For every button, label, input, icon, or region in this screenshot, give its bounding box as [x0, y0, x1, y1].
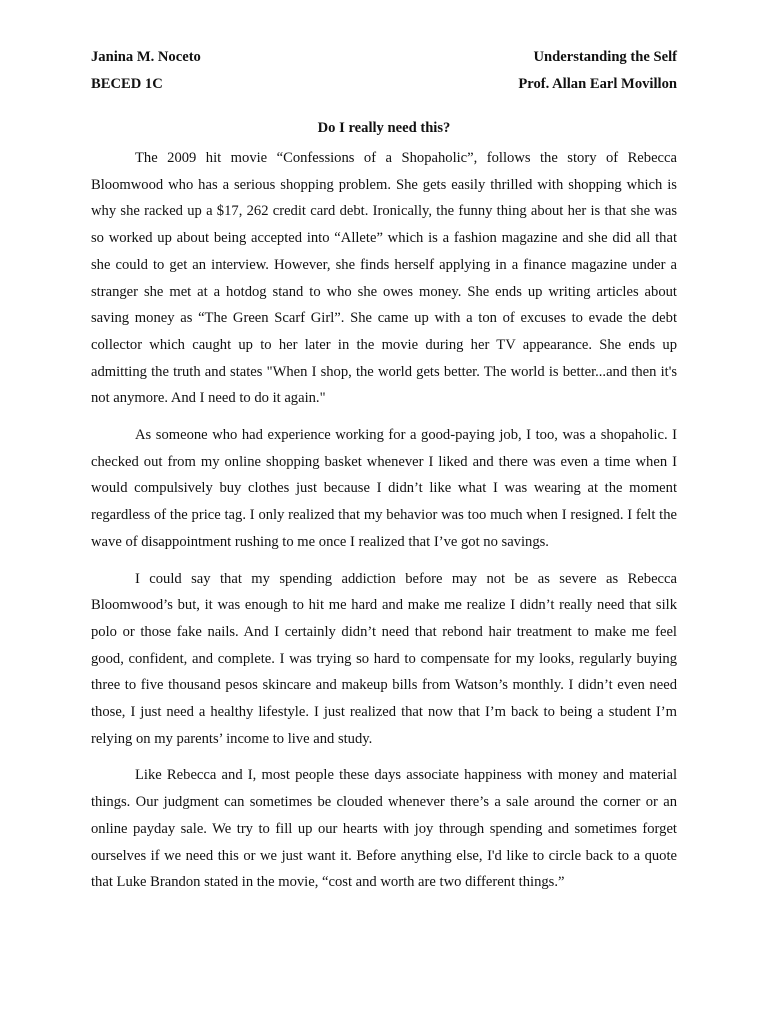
header-row-2: [91, 71, 677, 98]
course-name: Understanding the Self: [533, 49, 677, 65]
class-section: BECED 1C: [91, 76, 163, 92]
paragraph-4: Like Rebecca and I, most people these days associate happiness with money and material things. Our judgment can sometimes be clouded whenever there’s a sale around the corner or an online payday sale. We try to fill up our hearts with joy through spending and sometimes forget ourselves if we need this or we just want it. Before anything else, I'd like to circle back to a quote that Luke Brandon stated in the movie, “cost and worth are two different things.”: [91, 767, 677, 891]
paragraph-3: I could say that my spending addiction before may not be as severe as Rebecca Bloomwood’s but, it was enough to hit me hard and make me realize I didn’t really need that silk polo or those fake nails. And I certainly didn’t need that rebond hair treatment to make me feel good, confident, and complete. I was trying so hard to compensate for my looks, regularly buying three to five thousand pesos skincare and makeup bills from Watson’s monthly. I didn’t even need those, I just need a healthy lifestyle. I just realized that now that I’m back to being a student I’m relying on my parents’ income to live and study.: [91, 570, 677, 747]
essay-title: Do I really need this?: [317, 120, 451, 136]
header-row-1: [91, 44, 677, 71]
professor-name: Prof. Allan Earl Movillon: [518, 76, 677, 92]
paragraph-2: As someone who had experience working for a good-paying job, I too, was a shopaholic. I checked out from my online shopping basket whenever I liked and there was even a time when I would compulsively buy clothes just because I didn’t like what I was wearing at the moment regardless of the price tag. I only realized that my behavior was too much when I resigned. I felt the wave of disappointment rushing to me once I realized that I’ve got no savings.: [91, 427, 677, 550]
paragraph-1: The 2009 hit movie “Confessions of a Shopaholic”, follows the story of Rebecca Bloomwood who has a serious shopping problem. She gets easily thrilled with shopping which is why she racked up a $17, 262 credit card debt. Ironically, the funny thing about her is that she was so worked up about being accepted into “Allete” which is a fashion magazine and she did all that she could to get an interview. However, she finds herself applying in a finance magazine under a stranger she met at a hotdog stand to who she owes money. She ends up writing articles about saving money as “The Green Scarf Girl”. She came up with a ton of excuses to evade the debt collector which caught up to her later in the movie during her TV appearance. She ends up admitting the truth and states "When I shop, the world gets better. The world is better...and then it's not anymore. And I need to do it again.": [91, 150, 677, 407]
author-name: Janina M. Noceto: [91, 49, 201, 65]
